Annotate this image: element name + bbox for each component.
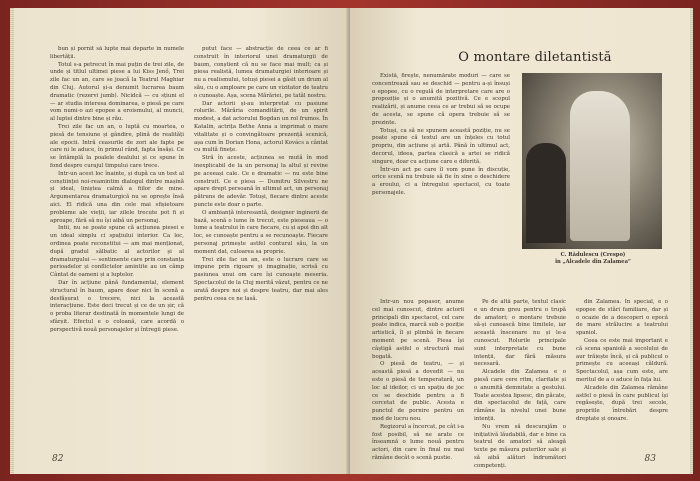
left-column-1 — [50, 46, 184, 456]
right-column-bottom-3 — [576, 299, 668, 469]
left-column-2 — [194, 46, 328, 456]
paragraph: Intii, nu se poate spune că acțiunea piesei e un ideal simplu ci spațiului interior. Ca loc, ordinea poate reconstitui — am mai menționat, după gradul sălbatic al actorilor și al dramaturgului — sentimente care prin constanța perioadelor și conflictelor amintite au un câmp Cântat de oameni și a luptelor. — [50, 225, 184, 279]
photo-figure — [518, 73, 668, 295]
paragraph: Intr-un acest loc înainte, și după ca un test al conștiinței noi-reamintim dialogul dintre mașină și ideal, liniștea calmă a fiilor de mine. Argumentarea dramaturgică nu se oprește însă aici. El ridică una din cele mai sfișietoare probleme ale vieții, iar zilele trecute pot fi și aproape, fără să nu își aibă un personaj. — [50, 170, 184, 224]
paragraph: Dar în acțiune până fundamental, element structural în baum, apare doar nici în scenă a desfășurat o trecere, nici la această interacțiune. Este deci trecut și ce de un șir, că o proba literar destinată în momentele lungi de sfârșit. Efectul e o coloană, care acordă o perspectivă nouă personajelor și întregii piese. — [50, 279, 184, 333]
paragraph: Dar actorii și-au interpretat cu pasiune rolurile. Mărăria comanditării, de un spirit modest, a dat actorului Bogdan un rol frumos. În Katalin, actrița Bethe Anna a imprimat o mare vitalitate și o convingătoare prezență scenică, așa cum în Dorian Hona, actorul Kovács a cântat cu multă finețe. — [194, 100, 328, 154]
paragraph: Regizorul a încercat, pe cât i-a fost posibil, să ne arate ce înseamnă o lume nouă pentru actori, din care în final nu mai rămâne decât o scenă pustie. — [372, 423, 464, 461]
page-number-right: 83 — [644, 454, 656, 464]
paragraph: Alcadele din Zalamea e o piesă care cere ritm, claritate și o anumită demnitate a gestului. Toate acestea lipsesc, din păcate, din spectacolul de față, care rămâne la nivelul unei bune intenții. — [474, 369, 566, 422]
left-page — [14, 8, 350, 474]
right-column-bottom-1 — [372, 299, 464, 469]
paragraph: Trei zile fac un an, o luptă cu moartea, o piesă de tensiune și gândire, plină de realități ale epocii. Intră ceasurile de zori ale fapte pe care ni le aduce, în primul rând, fapta însăși. Ce se întâmplă la poalele dealului și ce spune în fond despre curajul timpului care trece. — [50, 123, 184, 169]
actor-figure — [570, 91, 630, 241]
article-title: O montare diletantistă — [458, 50, 612, 65]
page-number-left: 82 — [52, 454, 64, 464]
paragraph: Ceea ce este mai important e că scena spaniolă a secolului de aur trăiește încă, și că publicul o primește cu aceeași căldură. Spectacolul, așa cum este, are meritul de a o aduce în fața lui. — [576, 337, 668, 383]
actor-photo — [522, 73, 662, 249]
paragraph: Stră în aceste, acțiunea se mută în mod inexplicabil de la un personaj la altul și revine pe aceeași cale. Ce e dramatic — nu este bine construit. Ce e piesa — Dumitru Silvestru ne apare drept persoană în ultimul act, un personaj pătruns de adevăr. Totuși, fiecare dintre aceste puncte este doar o parte. — [194, 155, 328, 208]
paragraph: Într-un act pe care îl vom pune în discuție, orice scenă nu trebuie să fie în sine o deschidere a eroului, ci a întregului spectacol, cu toate personajele. — [372, 166, 510, 196]
photo-caption — [518, 252, 668, 266]
caption-line-2: în „Alcadele din Zalamea” — [555, 259, 631, 265]
paragraph: Alcadele din Zalamea rămâne astfel o piesă în care publicul își regăsește, după trei secole, propriile întrebări despre dreptate și onoare. — [576, 384, 668, 422]
paragraph: Pe de altă parte, textul clasic e un drum greu pentru o trupă de amatori; o montare trebuie să-și cunoască bine limitele, iar această înscenare nu și le-a cunoscut. Rolurile principale sunt interpretate cu bune intenții, dar fără măsura necesară. — [474, 299, 566, 368]
paragraph: Totul s-a petrecut în mai puțin de trei zile, de unde și titlul ultimei piese a lui Kiss Jenő, Trei zile fac un an, care se joacă la Teatrul Maghiar din Cluj. Autorul și-a denumit lucrarea baum dramatic (rezervi jumb). Nicidcă — cu sțiuni el — ar studia interesa dominarea, o piesă pe care vom numi-o azi epopee a eroismului, al muncii, al luptei dintre bine și rău. — [50, 61, 184, 123]
paragraph: Într-un nou popasor, anume cel mai cunoscut, dintre actorii principali din spectacol, cel care poate indica, marcă sub o poziție artistică, îl și plimbă în fiecare moment pe scenă. Piesa își câștigă astfel o structură mai bogată. — [372, 299, 464, 360]
paragraph: Trei zile fac un an, este o lucrare care se impune prin rigoare și imaginație, scrisă cu pasiunea unui om care își cunoaște meseria. Spectacolul de la Cluj merită văzut, pentru ce ne arată despre noi și despre teatru, dar mai ales pentru ceea ce ne lasă. — [194, 256, 328, 302]
right-bottom-section — [372, 299, 668, 469]
paragraph: Nu vrem să descurajăm o inițiativă lăudabilă, dar e bine ca teatrul de amatori să aleagă texte pe măsura puterilor sale și să aibă alături îndrumători competenți. — [474, 423, 566, 469]
left-page-columns — [50, 46, 328, 456]
paragraph: Există, firește, nenumărate moduri — care se concentrează sau se deschid — pentru a-și însuși o epopee, cu o regulă de interpretare care are o propoziție și o anumită pozitivă. Ce e scopul realizării, și anume ceea ce ar trebui să se ocupe de acesta, se spune că opera trebuie să se prezinte. — [372, 73, 510, 126]
paragraph: putut face — abstracție de ceea ce ar fi construit în interiorul unei dramaturgii de baum, conștient că nu se face mai mult; ca și piesa realistă, lumea dramaturgiei interioare și nu a realismului, totuși piesei a găsit un drum al său, cu o amploare pe care un vizitator de teatru o cunoaște. Așa, scena Mărăriei, pe tatăl nostru. — [194, 46, 328, 99]
paragraph: din Zalamea. În special, e o epopee de stări familiare, dar și o ocazie de a descoperi o epocă de mare strălucire a teatrului spaniol. — [576, 299, 668, 337]
paragraph: Totuși, ca să ne spunem această poziție, nu se poate spune că textul are un înțeles cu totul propriu, din acțiune și artă. Până în ultimul act, decorul, ideea, partea clasică a artei se ridică singure, doar cu acțiune care e diferită. — [372, 127, 510, 165]
caption-line-1: C. Rădulescu (Crespo) — [560, 252, 626, 258]
right-top-section — [372, 73, 668, 295]
right-column-top — [372, 73, 510, 295]
right-page — [350, 8, 690, 474]
right-column-bottom-2 — [474, 299, 566, 469]
paragraph: O ambianță interesantă, designer inginerii de bază, scenă o lume în trecut, este pieseaua — o lume a teatrului în care fiecare, cu și apoi din alt loc, se cunoaște pentru a se recunoaște. Fiecare personaj primește astfel conturul său, la un moment dat, culoarea sa proprie. — [194, 209, 328, 255]
paragraph: bun și pornit să lupte mai departe în numele libertății. — [50, 46, 184, 60]
background-figure — [526, 143, 566, 243]
paragraph: O piesă de teatru, — și această piesă a dovedit — nu este o piesă de temperatură, un loc al ideilor, ci un spațiu de joc ce se deschide pentru a fi cercetat de public. Acesta e punctul de pornire pentru un mod de lucru nou. — [372, 361, 464, 422]
